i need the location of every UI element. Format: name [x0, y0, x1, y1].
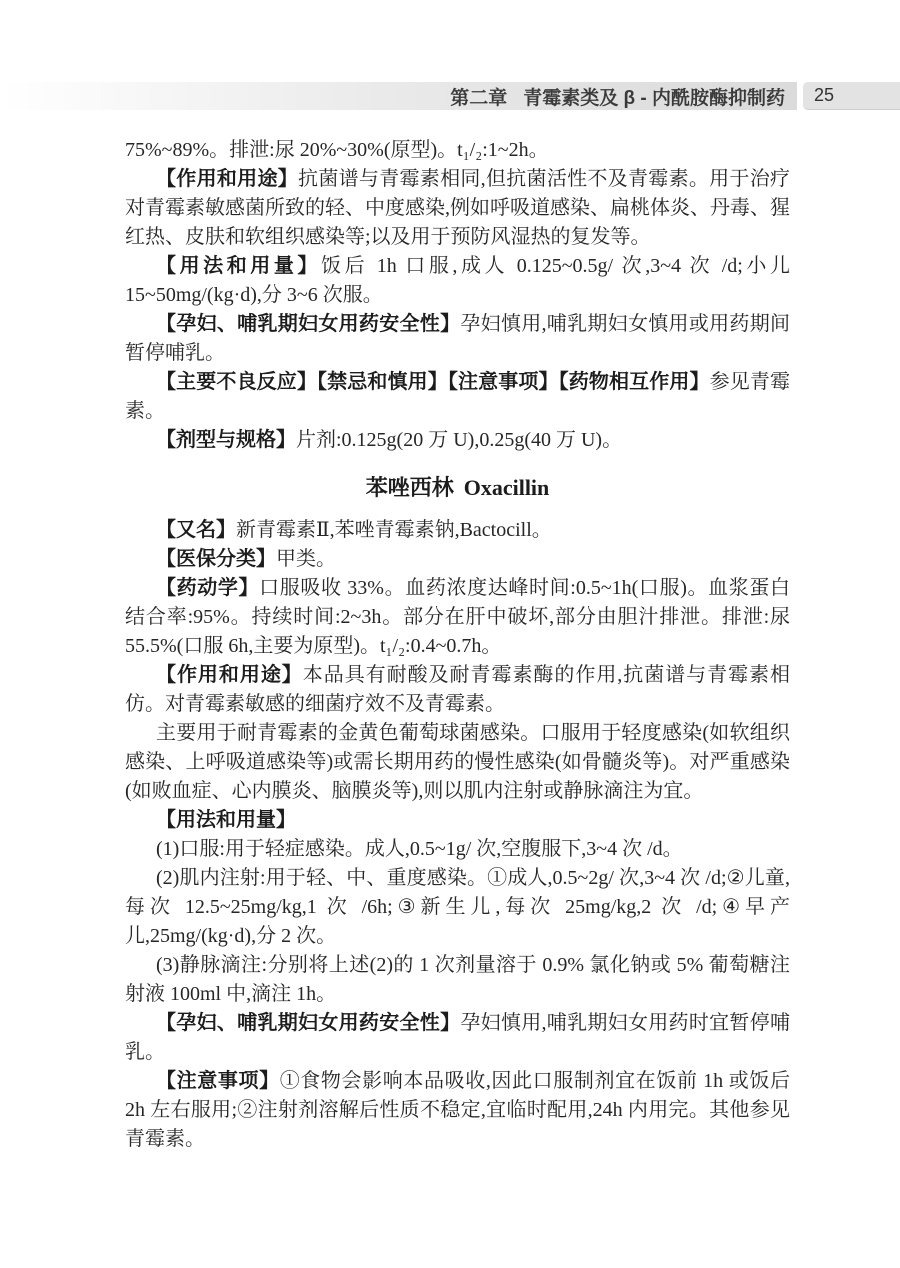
paragraph [125, 864, 790, 951]
paragraph-text: 新青霉素Ⅱ,苯唑青霉素钠,Bactocill。 [236, 519, 552, 541]
paragraph-text: (3)静脉滴注:分别将上述(2)的 1 次剂量溶于 0.9% 氯化钠或 5% 葡萄糖注射液 100ml 中,滴注 1h。 [125, 954, 790, 1005]
paragraph [125, 165, 790, 252]
drug-name-zh: 苯唑西林 [365, 475, 454, 500]
content-area [125, 136, 790, 1154]
paragraph [125, 545, 790, 574]
paragraph [125, 661, 790, 719]
running-header-text [450, 83, 785, 110]
chapter-title: 青霉素类及 β - 内酰胺酶抑制药 [523, 87, 785, 109]
paragraph [125, 310, 790, 368]
paragraph-text: 口服吸收 33%。血药浓度达峰时间:0.5~1h(口服)。血浆蛋白结合率:95%。持续时间:2~3h。部分在肝中破坏,部分由胆汁排泄。排泄:尿 55.5%(口服 6h,主要为原型)。t₁/₂:0.4~0.7h。 [125, 577, 791, 657]
page-number: 25 [814, 85, 835, 105]
paragraph-text: 片剂:0.125g(20 万 U),0.25g(40 万 U)。 [296, 429, 623, 451]
section-label: 【药动学】 [156, 577, 260, 599]
paragraph-text: 孕妇慎用,哺乳期妇女用药时宜暂停哺乳。 [125, 1012, 791, 1063]
section-label: 【作用和用途】 [156, 664, 303, 686]
drug-name-en: Oxacillin [463, 475, 550, 500]
paragraph-text: 主要用于耐青霉素的金黄色葡萄球菌感染。口服用于轻度感染(如软组织感染、上呼吸道感染等)或需长期用药的慢性感染(如骨髓炎等)。对严重感染(如败血症、心内膜炎、脑膜炎等),则以肌内注射或静脉滴注为宜。 [125, 722, 790, 802]
paragraph [125, 835, 790, 864]
paragraph-text: 抗菌谱与青霉素相同,但抗菌活性不及青霉素。用于治疗对青霉素敏感菌所致的轻、中度感染,例如呼吸道感染、扁桃体炎、丹毒、猩红热、皮肤和软组织感染等;以及用于预防风湿热的复发等。 [125, 168, 791, 248]
paragraph [125, 1009, 790, 1067]
paragraph-text: 孕妇慎用,哺乳期妇女慎用或用药期间暂停哺乳。 [125, 313, 791, 364]
paragraph [125, 368, 790, 426]
paragraph [125, 516, 790, 545]
section-label: 【用法和用量】 [156, 255, 321, 277]
section-label: 【剂型与规格】 [156, 429, 296, 451]
paragraph [125, 252, 790, 310]
chapter-label: 第二章 [450, 87, 508, 109]
page-number-box [803, 82, 900, 110]
section-label: 【注意事项】 [156, 1070, 280, 1092]
section-label: 【用法和用量】 [156, 809, 296, 831]
drug-heading [125, 473, 790, 503]
section-label: 【主要不良反应】【禁忌和慎用】【注意事项】【药物相互作用】 [156, 371, 710, 393]
section-label: 【孕妇、哺乳期妇女用药安全性】 [156, 313, 461, 335]
paragraph-text: ①食物会影响本品吸收,因此口服制剂宜在饭前 1h 或饭后 2h 左右服用;②注射剂溶解后性质不稳定,宜临时配用,24h 内用完。其他参见青霉素。 [125, 1070, 791, 1150]
paragraph-text: 参见青霉素。 [125, 371, 790, 422]
section-label: 【孕妇、哺乳期妇女用药安全性】 [156, 1012, 461, 1034]
paragraph [125, 806, 790, 835]
paragraph-text: (2)肌内注射:用于轻、中、重度感染。①成人,0.5~2g/ 次,3~4 次 /d;②儿童,每次 12.5~25mg/kg,1 次 /6h;③新生儿,每次 25mg/kg,2 次 /d;④早产儿,25mg/(kg·d),分 2 次。 [125, 867, 790, 947]
paragraph [125, 1067, 790, 1154]
paragraph-text: (1)口服:用于轻症感染。成人,0.5~1g/ 次,空腹服下,3~4 次 /d。 [156, 838, 683, 860]
paragraph [125, 426, 790, 455]
paragraph-text: 75%~89%。排泄:尿 20%~30%(原型)。t₁/₂:1~2h。 [125, 139, 549, 161]
paragraph-text: 本品具有耐酸及耐青霉素酶的作用,抗菌谱与青霉素相仿。对青霉素敏感的细菌疗效不及青霉素。 [125, 664, 791, 715]
paragraph [125, 719, 790, 806]
section-label: 【医保分类】 [156, 548, 276, 570]
paragraph [125, 574, 790, 661]
running-header-bar [0, 82, 797, 110]
paragraph-text: 饭后 1h 口服,成人 0.125~0.5g/ 次,3~4 次 /d;小儿 15~50mg/(kg·d),分 3~6 次服。 [125, 255, 791, 306]
section-label: 【作用和用途】 [156, 168, 299, 190]
paragraph [125, 136, 790, 165]
paragraph [125, 951, 790, 1009]
section-label: 【又名】 [156, 519, 236, 541]
paragraph-text: 甲类。 [276, 548, 336, 570]
